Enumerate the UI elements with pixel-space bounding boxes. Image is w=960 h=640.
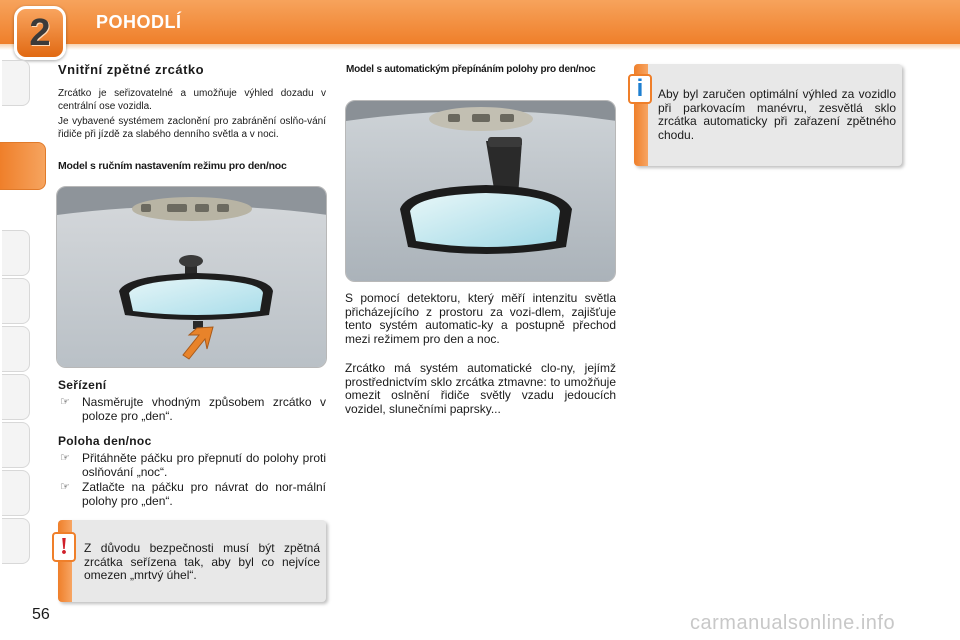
watermark: carmanualsonline.info: [690, 612, 896, 634]
chapter-tab-4[interactable]: [2, 278, 30, 324]
header-underline: [0, 44, 960, 50]
adjustment-heading: Seřízení: [58, 378, 107, 392]
section-title: Vnitřní zpětné zrcátko: [58, 62, 205, 77]
warning-text: Z důvodu bezpečnosti musí být zpětná zrcátka seřízena tak, aby byl co nejvíce omezen „mrtvý úhel“.: [84, 541, 320, 582]
chapter-badge: [14, 6, 66, 60]
day-night-item-text-1: Přitáhněte páčku pro přepnutí do polohy proti oslňování „noc“.: [82, 451, 326, 479]
warning-icon: [52, 532, 76, 562]
chapter-tab-7[interactable]: [2, 422, 30, 468]
warning-note: [58, 520, 326, 602]
chapter-tab-9[interactable]: [2, 518, 30, 564]
auto-paragraph-1: S pomocí detektoru, který měří intenzitu světla přicházejícího z prostoru za vozi-dlem, zajišťuje tento systém automatic-ky a postupně přechod mezi režimem pro den a noc.: [345, 291, 616, 346]
chapter-number: 2: [29, 11, 51, 54]
pointing-hand-icon: ☞: [60, 452, 70, 464]
warning-icon-glyph: !: [60, 533, 68, 560]
adjustment-item-text: Nasměrujte vhodným způsobem zrcátko v poloze pro „den“.: [82, 395, 326, 423]
info-icon-glyph: i: [636, 75, 644, 102]
pointing-hand-icon: ☞: [60, 396, 70, 408]
info-text: Aby byl zaručen optimální výhled za vozidlo při parkovacím manévru, zesvětlá sklo zrcátka automaticky při zařazení zpětného chodu.: [658, 87, 896, 142]
info-icon: [628, 74, 652, 104]
day-night-item: [58, 481, 326, 508]
chapter-tab-6[interactable]: [2, 374, 30, 420]
adjustment-item: [58, 396, 326, 423]
chapter-tabs: [0, 60, 32, 580]
auto-model-heading: Model s automatickým přepínáním polohy pro den/noc: [346, 64, 596, 75]
day-night-item-text-2: Zatlačte na páčku pro návrat do nor-mální polohy pro „den“.: [82, 480, 326, 508]
chapter-title: POHODLÍ: [96, 12, 182, 32]
chapter-tab-5[interactable]: [2, 326, 30, 372]
manual-mirror-photo: [56, 186, 327, 368]
chapter-tab-8[interactable]: [2, 470, 30, 516]
manual-mirror-illustration: [57, 187, 327, 368]
chapter-tab-1[interactable]: [2, 60, 30, 106]
auto-mirror-illustration: [346, 101, 616, 282]
auto-mirror-photo: [345, 100, 616, 282]
info-note: [634, 64, 902, 166]
day-night-item: [58, 452, 326, 479]
page-number: 56: [32, 606, 50, 623]
chapter-tab-3[interactable]: [2, 230, 30, 276]
manual-model-heading: Model s ručním nastavením režimu pro den/noc: [58, 160, 287, 172]
intro-paragraph-1: Zrcátko je seřizovatelné a umožňuje výhled dozadu v centrální ose vozidla.: [58, 88, 326, 112]
intro-paragraph-2: Je vybavené systémem zaclonění pro zabránění oslňo-vání řidiče při jízdě za slabého denního světla a v noci.: [58, 116, 326, 140]
day-night-heading: Poloha den/noc: [58, 434, 152, 448]
chapter-tab-2-active[interactable]: [0, 142, 46, 190]
pointing-hand-icon: ☞: [60, 481, 70, 493]
auto-paragraph-2: Zrcátko má systém automatické clo-ny, jejímž prostřednictvím sklo zrcátka ztmavne: to umožňuje omezit oslnění řidiče světly vzadu jedoucích vozidel, slunečními paprsky...: [345, 361, 616, 416]
